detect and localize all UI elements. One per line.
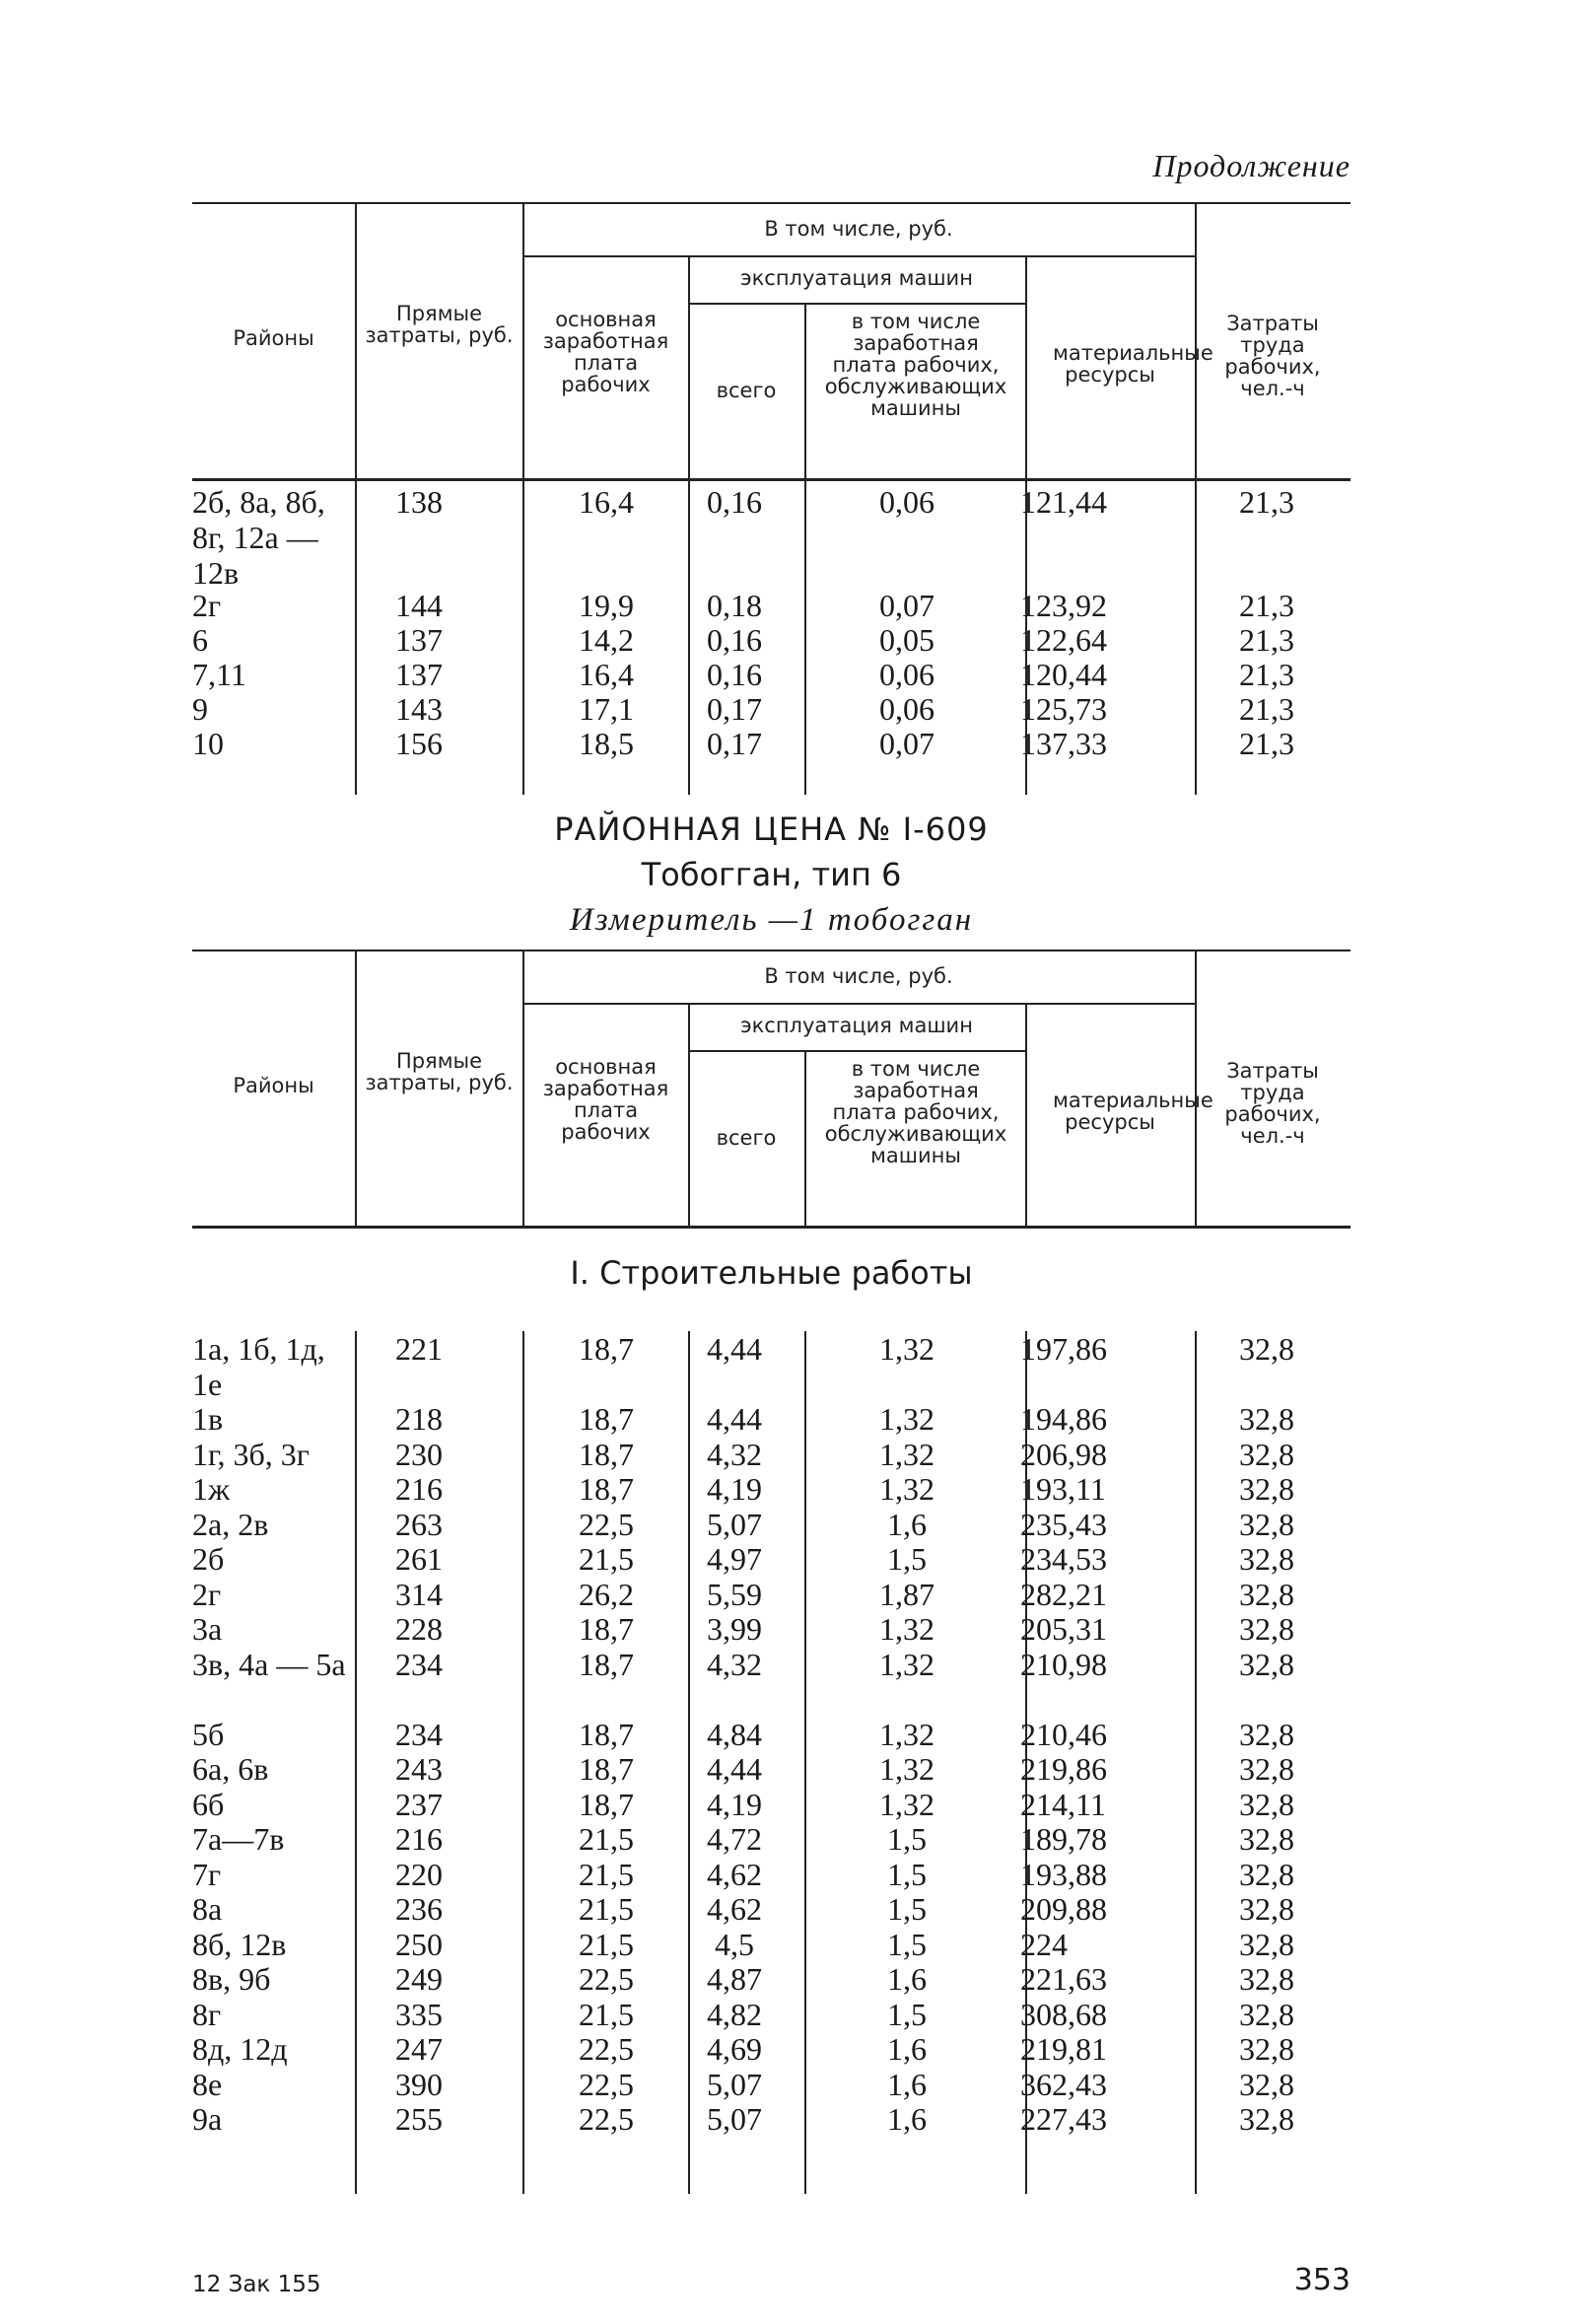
direct-costs-cell: 250: [395, 1926, 443, 1962]
wages-cell: 16,4: [579, 484, 634, 520]
materials-cell: 234,53: [1020, 1541, 1107, 1577]
table-row: [192, 1857, 1351, 1892]
table-row: [192, 2067, 1351, 2102]
materials-cell: 221,63: [1020, 1961, 1107, 1997]
direct-costs-cell: 247: [395, 2031, 443, 2067]
materials-cell: 235,43: [1020, 1506, 1107, 1542]
table-row: [192, 1717, 1351, 1752]
table-row: [192, 1927, 1351, 1962]
labor-cell: 21,3: [1239, 657, 1294, 692]
labor-cell: 32,8: [1239, 1506, 1294, 1542]
wages-cell: 18,5: [579, 726, 634, 761]
machines-wages-cell: 1,5: [887, 1926, 927, 1962]
wages-cell: 22,5: [579, 2101, 634, 2137]
machines-wages-cell: 1,32: [879, 1436, 935, 1472]
machines-total-cell: 5,07: [707, 1506, 762, 1542]
machines-total-cell: 5,07: [707, 2101, 762, 2137]
table-row: [192, 1787, 1351, 1822]
table-row: [192, 1891, 1351, 1927]
machines-total-cell: 5,59: [707, 1576, 762, 1612]
labor-cell: 21,3: [1239, 484, 1294, 520]
direct-costs-cell: 156: [395, 726, 443, 761]
machines-wages-cell: 0,06: [879, 484, 935, 520]
machines-wages-cell: 1,87: [879, 1576, 935, 1612]
direct-costs-cell: 255: [395, 2101, 443, 2137]
labor-cell: 21,3: [1239, 622, 1294, 658]
direct-costs-cell: 335: [395, 1996, 443, 2032]
machines-total-cell: 4,32: [707, 1646, 762, 1682]
table-row: [192, 1611, 1351, 1647]
materials-cell: 210,46: [1020, 1716, 1107, 1752]
machines-wages-cell: 1,6: [887, 2066, 927, 2102]
materials-cell: 137,33: [1020, 726, 1107, 761]
machines-wages-cell: 0,07: [879, 588, 935, 623]
wages-cell: 22,5: [579, 1506, 634, 1542]
machines-total-cell: 4,44: [707, 1751, 762, 1787]
machines-wages-cell: 0,06: [879, 691, 935, 727]
region-cell: 1ж: [192, 1471, 231, 1507]
materials-cell: 123,92: [1020, 588, 1107, 623]
header-machines: эксплуатация машин: [740, 266, 973, 290]
machines-total-cell: 4,62: [707, 1891, 762, 1927]
table1-header: [192, 202, 1351, 481]
region-cell: 8в, 9б: [192, 1961, 271, 1997]
header-including: В том числе, руб.: [764, 964, 953, 988]
labor-cell: 32,8: [1239, 1996, 1294, 2032]
machines-wages-cell: 1,5: [887, 1996, 927, 2032]
labor-cell: 32,8: [1239, 2031, 1294, 2067]
materials-cell: 193,88: [1020, 1856, 1107, 1892]
wages-cell: 21,5: [579, 1821, 634, 1857]
region-cell: 8а: [192, 1891, 223, 1927]
table-row: [192, 588, 1351, 622]
table-row: [192, 1961, 1351, 1997]
machines-total-cell: 4,84: [707, 1716, 762, 1752]
region-cell: 6а, 6в: [192, 1751, 269, 1787]
labor-cell: 32,8: [1239, 1786, 1294, 1822]
labor-cell: 32,8: [1239, 1576, 1294, 1612]
direct-costs-cell: 216: [395, 1821, 443, 1857]
region-cell: 7г: [192, 1856, 222, 1892]
machines-total-cell: 4,19: [707, 1471, 762, 1507]
wages-cell: 18,7: [579, 1331, 634, 1367]
region-cell: 8г: [192, 1996, 222, 2032]
region-cell: 2г: [192, 1576, 222, 1612]
labor-cell: 32,8: [1239, 1821, 1294, 1857]
materials-cell: 209,88: [1020, 1891, 1107, 1927]
labor-cell: 21,3: [1239, 726, 1294, 761]
direct-costs-cell: 249: [395, 1961, 443, 1997]
region-cell: 2а, 2в: [192, 1506, 269, 1542]
table-row: [192, 484, 1351, 591]
labor-cell: 32,8: [1239, 1541, 1294, 1577]
machines-total-cell: 4,44: [707, 1401, 762, 1437]
region-cell: 1а, 1б, 1д, 1е: [192, 1331, 325, 1402]
region-cell: 6: [192, 622, 208, 658]
machines-wages-cell: 1,5: [887, 1541, 927, 1577]
machines-total-cell: 5,07: [707, 2066, 762, 2102]
machines-total-cell: 4,44: [707, 1331, 762, 1367]
materials-cell: 193,11: [1020, 1471, 1106, 1507]
machines-wages-cell: 1,6: [887, 1961, 927, 1997]
header-machines-total: всего: [716, 1126, 777, 1150]
price-title: РАЙОННАЯ ЦЕНА № I-609: [554, 810, 989, 848]
region-cell: 8б, 12в: [192, 1926, 287, 1962]
machines-total-cell: 0,16: [707, 484, 762, 520]
machines-wages-cell: 1,6: [887, 2031, 927, 2067]
direct-costs-cell: 234: [395, 1646, 443, 1682]
table-row: [192, 2101, 1351, 2137]
direct-costs-cell: 228: [395, 1611, 443, 1647]
wages-cell: 18,7: [579, 1436, 634, 1472]
wages-cell: 18,7: [579, 1786, 634, 1822]
wages-cell: 18,7: [579, 1646, 634, 1682]
direct-costs-cell: 263: [395, 1506, 443, 1542]
direct-costs-cell: 243: [395, 1751, 443, 1787]
materials-cell: 210,98: [1020, 1646, 1107, 1682]
wages-cell: 18,7: [579, 1401, 634, 1437]
section-title: I. Строительные работы: [570, 1254, 973, 1292]
wages-cell: 21,5: [579, 1541, 634, 1577]
header-regions: Районы: [233, 326, 314, 350]
materials-cell: 194,86: [1020, 1401, 1107, 1437]
materials-cell: 120,44: [1020, 657, 1107, 692]
region-cell: 9: [192, 691, 208, 727]
machines-wages-cell: 1,32: [879, 1751, 935, 1787]
machines-total-cell: 4,5: [715, 1926, 754, 1962]
materials-cell: 227,43: [1020, 2101, 1107, 2137]
region-cell: 10: [192, 726, 224, 761]
table-row: [192, 2031, 1351, 2067]
region-cell: 9а: [192, 2101, 223, 2137]
machines-total-cell: 0,17: [707, 726, 762, 761]
page: [192, 148, 1351, 2297]
header-including: В том числе, руб.: [764, 217, 953, 241]
machines-total-cell: 4,82: [707, 1996, 762, 2032]
materials-cell: 197,86: [1020, 1331, 1107, 1367]
direct-costs-cell: 218: [395, 1401, 443, 1437]
wages-cell: 21,5: [579, 1926, 634, 1962]
labor-cell: 32,8: [1239, 1331, 1294, 1367]
direct-costs-cell: 230: [395, 1436, 443, 1472]
direct-costs-cell: 216: [395, 1471, 443, 1507]
table-row: [192, 1437, 1351, 1472]
wages-cell: 19,9: [579, 588, 634, 623]
materials-cell: 206,98: [1020, 1436, 1107, 1472]
materials-cell: 308,68: [1020, 1996, 1107, 2032]
price-measure: Измеритель —1 тобогган: [569, 902, 974, 938]
direct-costs-cell: 143: [395, 691, 443, 727]
region-cell: 2г: [192, 588, 222, 623]
labor-cell: 32,8: [1239, 1401, 1294, 1437]
price-subtitle: Тобогган, тип 6: [641, 856, 902, 893]
machines-total-cell: 4,87: [707, 1961, 762, 1997]
materials-cell: 125,73: [1020, 691, 1107, 727]
table-row: [192, 1541, 1351, 1577]
materials-cell: 122,64: [1020, 622, 1107, 658]
machines-wages-cell: 1,32: [879, 1401, 935, 1437]
materials-cell: 219,86: [1020, 1751, 1107, 1787]
wages-cell: 21,5: [579, 1891, 634, 1927]
table-row: [192, 726, 1351, 760]
table-row: [192, 1821, 1351, 1857]
table-row: [192, 1401, 1351, 1437]
direct-costs-cell: 261: [395, 1541, 443, 1577]
wages-cell: 18,7: [579, 1471, 634, 1507]
machines-wages-cell: 1,32: [879, 1331, 935, 1367]
header-labor: Затраты труда рабочих, чел.-ч: [1224, 1059, 1321, 1148]
table1-body: [192, 479, 1351, 795]
wages-cell: 22,5: [579, 1961, 634, 1997]
materials-cell: 282,21: [1020, 1576, 1107, 1612]
region-cell: 7,11: [192, 657, 246, 692]
table-row: [192, 691, 1351, 726]
header-materials: материальные ресурсы: [1053, 1089, 1213, 1134]
machines-wages-cell: 1,32: [879, 1786, 935, 1822]
continuation-label: Продолжение: [1152, 148, 1351, 183]
materials-cell: 224: [1020, 1926, 1068, 1962]
machines-wages-cell: 1,6: [887, 2101, 927, 2137]
direct-costs-cell: 137: [395, 657, 443, 692]
labor-cell: 21,3: [1239, 691, 1294, 727]
materials-cell: 189,78: [1020, 1821, 1107, 1857]
header-machines-wages: в том числе заработная плата рабочих, обслуживающих машины: [824, 310, 1007, 420]
labor-cell: 32,8: [1239, 2101, 1294, 2137]
region-cell: 3в, 4а — 5а: [192, 1646, 346, 1682]
labor-cell: 21,3: [1239, 588, 1294, 623]
labor-cell: 32,8: [1239, 1611, 1294, 1647]
materials-cell: 362,43: [1020, 2066, 1107, 2102]
direct-costs-cell: 314: [395, 1576, 443, 1612]
region-cell: 8е: [192, 2066, 223, 2102]
wages-cell: 22,5: [579, 2031, 634, 2067]
machines-total-cell: 4,19: [707, 1786, 762, 1822]
materials-cell: 214,11: [1020, 1786, 1106, 1822]
machines-total-cell: 4,72: [707, 1821, 762, 1857]
machines-total-cell: 4,62: [707, 1856, 762, 1892]
header-direct-costs: Прямые затраты, руб.: [365, 302, 514, 347]
wages-cell: 17,1: [579, 691, 634, 727]
direct-costs-cell: 138: [395, 484, 443, 520]
machines-wages-cell: 1,5: [887, 1821, 927, 1857]
machines-wages-cell: 0,05: [879, 622, 935, 658]
wages-cell: 21,5: [579, 1996, 634, 2032]
labor-cell: 32,8: [1239, 1646, 1294, 1682]
machines-total-cell: 4,69: [707, 2031, 762, 2067]
machines-wages-cell: 1,32: [879, 1611, 935, 1647]
machines-total-cell: 0,16: [707, 657, 762, 692]
wages-cell: 16,4: [579, 657, 634, 692]
table-row: [192, 1471, 1351, 1507]
direct-costs-cell: 144: [395, 588, 443, 623]
wages-cell: 14,2: [579, 622, 634, 658]
table-row: [192, 1647, 1351, 1717]
direct-costs-cell: 220: [395, 1856, 443, 1892]
labor-cell: 32,8: [1239, 1961, 1294, 1997]
machines-wages-cell: 1,32: [879, 1716, 935, 1752]
machines-total-cell: 3,99: [707, 1611, 762, 1647]
region-cell: 7а—7в: [192, 1821, 285, 1857]
region-cell: 5б: [192, 1716, 225, 1752]
table-row: [192, 1507, 1351, 1542]
wages-cell: 22,5: [579, 2066, 634, 2102]
machines-total-cell: 0,16: [707, 622, 762, 658]
table2-body: [192, 1331, 1351, 2194]
table-row: [192, 1331, 1351, 1401]
region-cell: 3а: [192, 1611, 223, 1647]
table-row: [192, 1751, 1351, 1787]
region-cell: 6б: [192, 1786, 225, 1822]
machines-wages-cell: 0,06: [879, 657, 935, 692]
machines-wages-cell: 1,32: [879, 1471, 935, 1507]
header-machines-total: всего: [716, 379, 777, 402]
machines-total-cell: 4,97: [707, 1541, 762, 1577]
page-number: 353: [1293, 2263, 1351, 2297]
wages-cell: 18,7: [579, 1716, 634, 1752]
machines-total-cell: 0,17: [707, 691, 762, 727]
header-regions: Районы: [233, 1074, 314, 1097]
labor-cell: 32,8: [1239, 1926, 1294, 1962]
direct-costs-cell: 236: [395, 1891, 443, 1927]
labor-cell: 32,8: [1239, 1471, 1294, 1507]
direct-costs-cell: 234: [395, 1716, 443, 1752]
machines-wages-cell: 1,5: [887, 1856, 927, 1892]
machines-wages-cell: 1,5: [887, 1891, 927, 1927]
direct-costs-cell: 237: [395, 1786, 443, 1822]
labor-cell: 32,8: [1239, 1856, 1294, 1892]
machines-wages-cell: 1,32: [879, 1646, 935, 1682]
header-machines: эксплуатация машин: [740, 1014, 973, 1037]
footer-order-number: 12 Зак 155: [192, 2272, 321, 2297]
price-heading: [192, 807, 1351, 943]
table-row: [192, 622, 1351, 657]
direct-costs-cell: 221: [395, 1331, 443, 1367]
labor-cell: 32,8: [1239, 2066, 1294, 2102]
table2-header: [192, 950, 1351, 1229]
machines-wages-cell: 1,6: [887, 1506, 927, 1542]
wages-cell: 18,7: [579, 1611, 634, 1647]
machines-total-cell: 4,32: [707, 1436, 762, 1472]
table-row: [192, 1997, 1351, 2032]
region-cell: 2б: [192, 1541, 225, 1577]
region-cell: 1в: [192, 1401, 224, 1437]
direct-costs-cell: 137: [395, 622, 443, 658]
header-direct-costs: Прямые затраты, руб.: [365, 1049, 514, 1094]
direct-costs-cell: 390: [395, 2066, 443, 2102]
header-materials: материальные ресурсы: [1053, 341, 1213, 387]
materials-cell: 219,81: [1020, 2031, 1107, 2067]
machines-wages-cell: 0,07: [879, 726, 935, 761]
table-row: [192, 1577, 1351, 1612]
region-cell: 2б, 8а, 8б, 8г, 12а — 12в: [192, 484, 325, 591]
wages-cell: 21,5: [579, 1856, 634, 1892]
header-wages: основная заработная плата рабочих: [542, 308, 669, 396]
materials-cell: 121,44: [1020, 484, 1107, 520]
machines-total-cell: 0,18: [707, 588, 762, 623]
region-cell: 1г, 3б, 3г: [192, 1436, 310, 1472]
labor-cell: 32,8: [1239, 1716, 1294, 1752]
header-wages: основная заработная плата рабочих: [542, 1055, 669, 1144]
header-labor: Затраты труда рабочих, чел.-ч: [1224, 312, 1321, 400]
region-cell: 8д, 12д: [192, 2031, 288, 2067]
wages-cell: 26,2: [579, 1576, 634, 1612]
materials-cell: 205,31: [1020, 1611, 1107, 1647]
labor-cell: 32,8: [1239, 1891, 1294, 1927]
wages-cell: 18,7: [579, 1751, 634, 1787]
labor-cell: 32,8: [1239, 1751, 1294, 1787]
header-machines-wages: в том числе заработная плата рабочих, обслуживающих машины: [824, 1057, 1007, 1167]
table-row: [192, 657, 1351, 691]
labor-cell: 32,8: [1239, 1436, 1294, 1472]
